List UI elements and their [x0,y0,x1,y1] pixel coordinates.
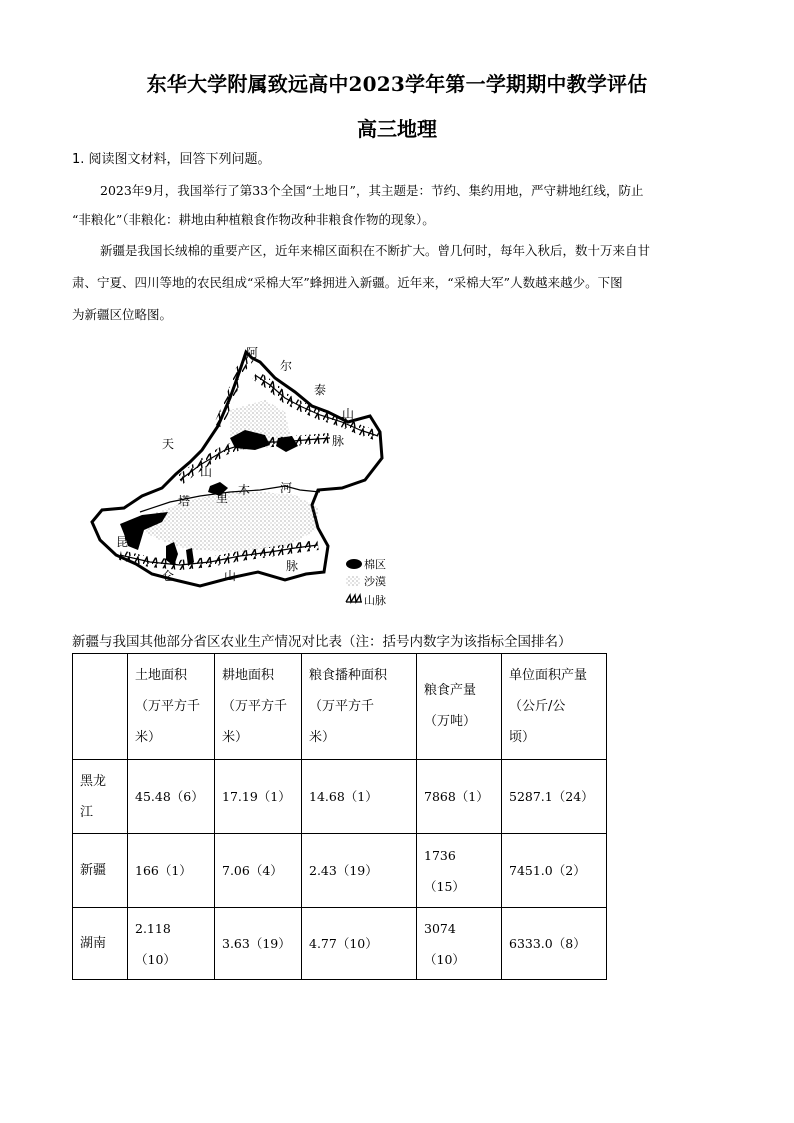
cell-line: （15） [424,878,465,894]
yield-cell: 6333.0（8） [502,908,607,980]
table-caption: 新疆与我国其他部分省区农业生产情况对比表（注：括号内数字为该指标全国排名） [72,634,572,650]
arable-cell: 17.19（1） [215,760,302,834]
header-line: 米） [309,730,336,745]
material-paragraph-1-line-1: 2023年9月，我国举行了第33个全国“土地日”，其主题是：节约、集约用地，严守耕地红线，防止 [100,183,644,198]
header-land-area [128,654,215,760]
header-line: （万平方千 [222,699,288,714]
cell-line: 3074 [424,920,456,936]
header-line: 顷） [509,730,536,745]
cell-line: （10） [135,951,176,967]
map-label-tian: 天 [162,437,175,451]
cell-line: 1736 [424,847,456,863]
question-prompt: 1. 阅读图文材料，回答下列问题。 [72,152,271,167]
map-label-tai: 泰 [314,383,327,397]
agriculture-comparison-table [72,653,607,980]
land-cell [128,908,215,980]
table-header-row [73,654,607,760]
header-line: （万平方千 [309,699,375,714]
land-cell: 45.48（6） [128,760,215,834]
cell-line: 江 [80,804,94,820]
material-paragraph-2-line-2: 肃、宁夏、四川等地的农民组成“采棉大军”蜂拥进入新疆。近年来，“采棉大军”人数越来越少。下图 [72,275,623,290]
material-paragraph-1-line-2: “非粮化”（非粮化：耕地由种植粮食作物改种非粮食作物的现象）。 [72,212,435,227]
map-label-he: 河 [280,481,293,495]
arable-cell: 7.06（4） [215,834,302,908]
map-label-ta: 塔 [178,494,191,508]
table-row [73,760,607,834]
table-row [73,908,607,980]
header-arable-area [215,654,302,760]
header-line: 单位面积产量 [509,668,588,683]
material-paragraph-2-line-3: 为新疆区位略图。 [72,307,173,322]
header-grain-output [417,654,502,760]
region-cell [73,760,128,834]
header-line: 米） [222,730,249,745]
cell-line: 黑龙 [80,773,107,789]
xinjiang-location-map [80,340,400,615]
header-line: 耕地面积 [222,668,275,683]
header-empty-cell [73,654,128,760]
map-label-mai: 脉 [286,559,299,573]
exam-title: 东华大学附属致远高中2023学年第一学期期中教学评估 [146,72,648,96]
subject-title: 高三地理 [357,117,437,141]
map-legend [346,557,386,607]
map-label-shan: 山 [200,465,213,479]
header-line: （万吨） [424,714,477,729]
cell-line: 2.118 [135,920,171,936]
map-label-mai: 脉 [332,434,345,448]
legend-mountain-label: 山脉 [364,594,386,607]
legend-cotton-label: 棉区 [364,558,386,571]
header-line: 粮食产量 [424,683,477,698]
header-line: 土地面积 [135,668,188,683]
map-label-mu: 木 [238,483,251,497]
header-line: （万平方千 [135,699,201,714]
map-label-shan: 山 [224,569,237,583]
yield-cell: 7451.0（2） [502,834,607,908]
header-line: 粮食播种面积 [309,668,388,683]
region-cell: 湖南 [73,908,128,980]
map-label-li: 里 [216,491,229,505]
table-row [73,834,607,908]
header-grain-sown-area [302,654,417,760]
legend-desert-label: 沙漠 [364,575,386,588]
arable-cell: 3.63（19） [215,908,302,980]
grain-area-cell: 14.68（1） [302,760,417,834]
region-cell: 新疆 [73,834,128,908]
header-yield-per-area [502,654,607,760]
yield-cell: 5287.1（24） [502,760,607,834]
map-label-kun: 昆 [116,535,129,549]
grain-output-cell [417,834,502,908]
land-cell: 166（1） [128,834,215,908]
grain-area-cell: 2.43（19） [302,834,417,908]
header-line: 米） [135,730,162,745]
grain-area-cell: 4.77（10） [302,908,417,980]
map-label-a: 阿 [246,346,259,360]
grain-output-cell [417,908,502,980]
map-label-shan: 山 [342,407,355,421]
map-label-er: 尔 [280,359,293,373]
map-label-lun: 仑 [162,569,175,583]
cell-line: （10） [424,951,465,967]
material-paragraph-2-line-1: 新疆是我国长绒棉的重要产区，近年来棉区面积在不断扩大。曾几何时，每年入秋后，数十万来自甘 [100,243,651,258]
header-line: （公斤/公 [509,699,566,714]
grain-output-cell: 7868（1） [417,760,502,834]
